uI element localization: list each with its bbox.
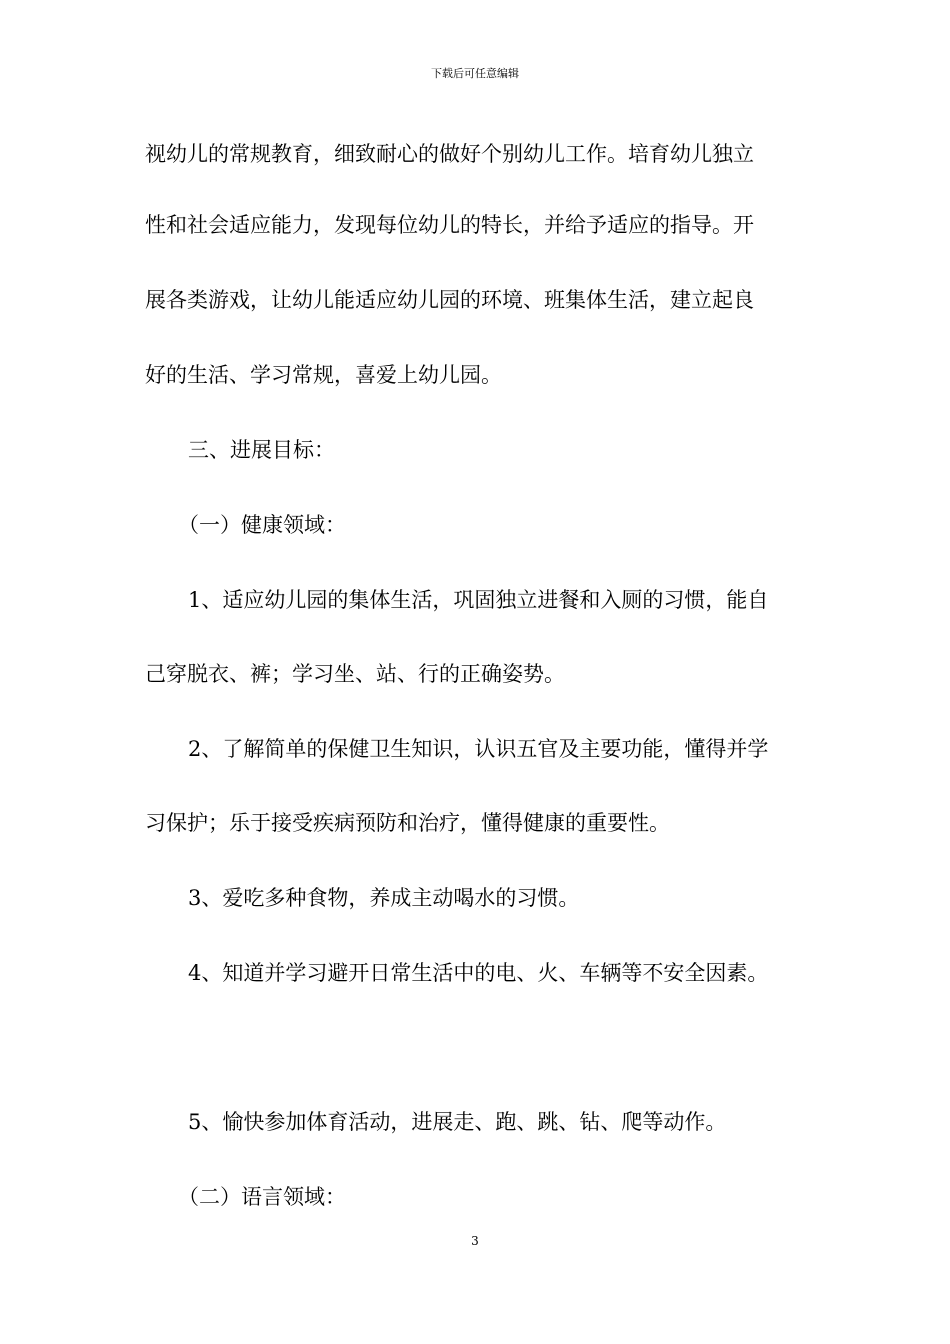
body-line: 好的生活、学习常规，喜爱上幼儿园。 (145, 363, 502, 387)
list-item: 3、爱吃多种食物，养成主动喝水的习惯。 (188, 886, 580, 910)
subsection-heading: （一）健康领域： (178, 513, 346, 537)
list-item: 5、愉快参加体育活动，进展走、跑、跳、钻、爬等动作。 (188, 1110, 727, 1134)
list-item-continuation: 习保护；乐于接受疾病预防和治疗，懂得健康的重要性。 (145, 811, 670, 835)
page-header: 下载后可任意编辑 (431, 67, 519, 80)
body-line: 视幼儿的常规教育，细致耐心的做好个别幼儿工作。培育幼儿独立 (145, 142, 754, 166)
section-heading: 三、进展目标： (188, 438, 335, 462)
list-item: 4、知道并学习避开日常生活中的电、火、车辆等不安全因素。 (188, 961, 769, 985)
body-line: 展各类游戏，让幼儿能适应幼儿园的环境、班集体生活，建立起良 (145, 288, 754, 312)
body-line: 性和社会适应能力，发现每位幼儿的特长，并给予适应的指导。开 (145, 213, 754, 237)
subsection-heading: （二）语言领域： (178, 1185, 346, 1209)
list-item-continuation: 己穿脱衣、裤；学习坐、站、行的正确姿势。 (145, 662, 565, 686)
page-number: 3 (471, 1234, 479, 1248)
list-item: 2、了解简单的保健卫生知识，认识五官及主要功能，懂得并学 (188, 737, 769, 761)
list-item: 1、适应幼儿园的集体生活，巩固独立进餐和入厕的习惯，能自 (188, 588, 769, 612)
